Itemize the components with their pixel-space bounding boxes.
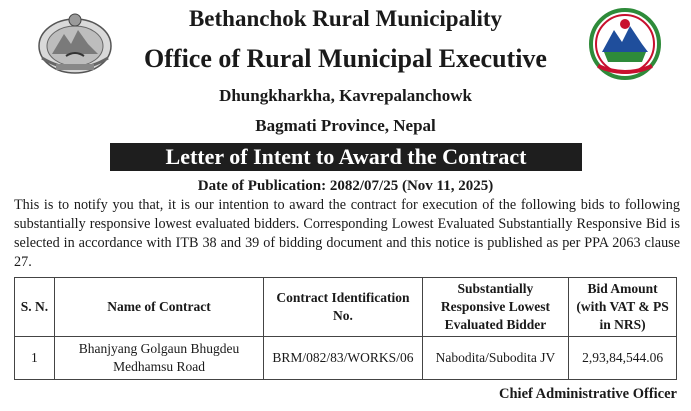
municipality-name: Bethanchok Rural Municipality bbox=[188, 6, 503, 31]
header-bidder: Substantially Responsive Lowest Evaluated Bidder bbox=[422, 278, 569, 337]
header-contract-id: Contract Identification No. bbox=[264, 278, 422, 337]
address-line-2: Bagmati Province, Nepal bbox=[255, 116, 436, 135]
signoff: Chief Administrative Officer bbox=[499, 386, 677, 402]
cell-bidder: Nabodita/Subodita JV bbox=[422, 337, 569, 380]
cell-sn: 1 bbox=[15, 337, 55, 380]
address-line-1: Dhungkharkha, Kavrepalanchowk bbox=[219, 86, 472, 105]
table-header-row bbox=[15, 278, 677, 337]
table-row bbox=[15, 337, 677, 380]
cell-contract-name: Bhanjyang Golgaun Bhugdeu Medhamsu Road bbox=[54, 337, 263, 380]
cell-contract-id: BRM/082/83/WORKS/06 bbox=[264, 337, 422, 380]
office-name: Office of Rural Municipal Executive bbox=[144, 44, 547, 73]
header-bid-amount: Bid Amount (with VAT & PS in NRS) bbox=[569, 278, 677, 337]
cell-bid-amount: 2,93,84,544.06 bbox=[569, 337, 677, 380]
notice-title-banner: Letter of Intent to Award the Contract bbox=[110, 143, 582, 171]
contracts-table bbox=[14, 277, 677, 380]
header-contract-name: Name of Contract bbox=[54, 278, 263, 337]
header-sn: S. N. bbox=[15, 278, 55, 337]
publication-date: Date of Publication: 2082/07/25 (Nov 11, 2025) bbox=[197, 178, 494, 194]
notice-body: This is to notify you that, it is our intention to award the contract for execution of the following bids to following substantially responsive lowest evaluated bidders. Corresponding Lowest Evaluated Substantially Responsive Bid is selected in accordance with ITB 38 and 39 of bidding document and this notice is published as per PPA 2063 clause 27. bbox=[14, 197, 680, 270]
